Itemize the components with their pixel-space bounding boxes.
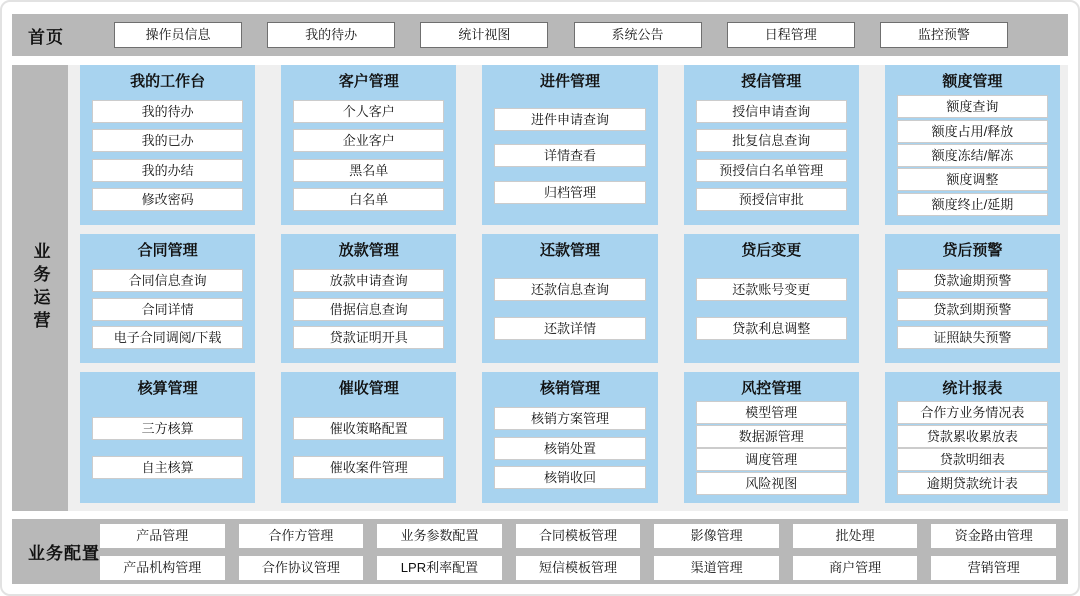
module-item[interactable]: 批复信息查询 bbox=[696, 129, 847, 152]
module-item[interactable]: 黑名单 bbox=[293, 159, 444, 182]
module-items bbox=[696, 401, 847, 495]
module-item[interactable]: 催收案件管理 bbox=[293, 456, 444, 479]
module-panel bbox=[482, 65, 657, 225]
module-item[interactable]: 详情查看 bbox=[494, 144, 645, 167]
module-title: 风控管理 bbox=[741, 380, 802, 397]
module-item[interactable]: 核销收回 bbox=[494, 466, 645, 489]
module-item[interactable]: 还款账号变更 bbox=[696, 278, 847, 301]
config-buttons bbox=[100, 524, 1056, 580]
module-title: 贷后预警 bbox=[942, 242, 1003, 259]
module-title: 催收管理 bbox=[338, 380, 399, 397]
module-item[interactable]: 调度管理 bbox=[696, 448, 847, 471]
config-button[interactable]: 合作方管理 bbox=[239, 524, 364, 548]
module-item[interactable]: 白名单 bbox=[293, 188, 444, 211]
module-item[interactable]: 我的已办 bbox=[92, 129, 243, 152]
module-items bbox=[92, 263, 243, 355]
module-title: 合同管理 bbox=[137, 242, 198, 259]
config-button[interactable]: 渠道管理 bbox=[654, 556, 779, 580]
module-item[interactable]: 放款申请查询 bbox=[293, 269, 444, 292]
module-title: 我的工作台 bbox=[130, 73, 206, 90]
module-item[interactable]: 合同详情 bbox=[92, 298, 243, 321]
home-button[interactable]: 统计视图 bbox=[420, 22, 548, 48]
config-button[interactable]: 影像管理 bbox=[654, 524, 779, 548]
module-item[interactable]: 数据源管理 bbox=[696, 425, 847, 448]
config-button[interactable]: 营销管理 bbox=[931, 556, 1056, 580]
module-panel bbox=[885, 234, 1060, 363]
config-column bbox=[793, 524, 918, 580]
module-title: 进件管理 bbox=[539, 73, 600, 90]
module-item[interactable]: 贷款累收累放表 bbox=[897, 425, 1048, 448]
module-item[interactable]: 催收策略配置 bbox=[293, 417, 444, 440]
config-section-label: 业务配置 bbox=[28, 544, 100, 563]
module-item[interactable]: 修改密码 bbox=[92, 188, 243, 211]
module-items bbox=[897, 263, 1048, 355]
module-item[interactable]: 贷款利息调整 bbox=[696, 317, 847, 340]
home-button[interactable]: 监控预警 bbox=[880, 22, 1008, 48]
module-panel bbox=[482, 234, 657, 363]
home-section bbox=[12, 14, 1068, 56]
module-panel bbox=[482, 372, 657, 503]
module-item[interactable]: 预授信审批 bbox=[696, 188, 847, 211]
module-panel bbox=[684, 372, 859, 503]
module-item[interactable]: 授信申请查询 bbox=[696, 100, 847, 123]
module-items bbox=[92, 94, 243, 217]
module-item[interactable]: 核销处置 bbox=[494, 437, 645, 460]
module-item[interactable]: 模型管理 bbox=[696, 401, 847, 424]
module-items bbox=[696, 263, 847, 355]
operations-panels bbox=[80, 65, 1068, 511]
module-items bbox=[696, 94, 847, 217]
module-title: 授信管理 bbox=[741, 73, 802, 90]
module-title: 核算管理 bbox=[137, 380, 198, 397]
config-column bbox=[100, 524, 225, 580]
module-item[interactable]: 贷款逾期预警 bbox=[897, 269, 1048, 292]
module-title: 放款管理 bbox=[338, 242, 399, 259]
config-button[interactable]: 商户管理 bbox=[793, 556, 918, 580]
module-panel bbox=[684, 234, 859, 363]
home-button[interactable]: 日程管理 bbox=[727, 22, 855, 48]
module-item[interactable]: 合作方业务情况表 bbox=[897, 401, 1048, 424]
home-section-label: 首页 bbox=[28, 27, 64, 47]
module-item[interactable]: 额度调整 bbox=[897, 168, 1048, 191]
operations-section bbox=[12, 65, 1068, 511]
module-item[interactable]: 归档管理 bbox=[494, 181, 645, 204]
module-items bbox=[293, 94, 444, 217]
module-panel bbox=[885, 372, 1060, 503]
home-button[interactable]: 操作员信息 bbox=[114, 22, 242, 48]
home-buttons bbox=[114, 22, 1008, 48]
module-item[interactable]: 还款信息查询 bbox=[494, 278, 645, 301]
module-title: 客户管理 bbox=[338, 73, 399, 90]
module-items bbox=[897, 401, 1048, 495]
module-panel bbox=[281, 372, 456, 503]
module-panel bbox=[885, 65, 1060, 225]
config-column bbox=[239, 524, 364, 580]
module-items bbox=[494, 263, 645, 355]
module-item[interactable]: 贷款明细表 bbox=[897, 448, 1048, 471]
module-title: 贷后变更 bbox=[741, 242, 802, 259]
config-column bbox=[654, 524, 779, 580]
module-items bbox=[494, 94, 645, 217]
module-item[interactable]: 预授信白名单管理 bbox=[696, 159, 847, 182]
config-button[interactable]: 资金路由管理 bbox=[931, 524, 1056, 548]
config-button[interactable]: 批处理 bbox=[793, 524, 918, 548]
module-item[interactable]: 贷款证明开具 bbox=[293, 326, 444, 349]
module-item[interactable]: 额度冻结/解冻 bbox=[897, 144, 1048, 167]
module-panel bbox=[80, 372, 255, 503]
module-item[interactable]: 还款详情 bbox=[494, 317, 645, 340]
config-section bbox=[12, 519, 1068, 584]
module-item[interactable]: 额度终止/延期 bbox=[897, 193, 1048, 216]
config-button[interactable]: 合同模板管理 bbox=[516, 524, 641, 548]
module-items bbox=[293, 263, 444, 355]
module-title: 核销管理 bbox=[539, 380, 600, 397]
module-item[interactable]: 自主核算 bbox=[92, 456, 243, 479]
config-button[interactable]: 业务参数配置 bbox=[377, 524, 502, 548]
module-items bbox=[293, 401, 444, 495]
module-item[interactable]: 进件申请查询 bbox=[494, 108, 645, 131]
module-item[interactable]: 我的办结 bbox=[92, 159, 243, 182]
module-item[interactable]: 额度占用/释放 bbox=[897, 120, 1048, 143]
operations-section-label: 业务运营 bbox=[12, 65, 68, 511]
module-item[interactable]: 风险视图 bbox=[696, 472, 847, 495]
config-column bbox=[377, 524, 502, 580]
config-button[interactable]: 短信模板管理 bbox=[516, 556, 641, 580]
config-button[interactable]: 产品机构管理 bbox=[100, 556, 225, 580]
home-button[interactable]: 系统公告 bbox=[574, 22, 702, 48]
config-column bbox=[931, 524, 1056, 580]
module-item[interactable]: 贷款到期预警 bbox=[897, 298, 1048, 321]
module-title: 还款管理 bbox=[539, 242, 600, 259]
config-column bbox=[516, 524, 641, 580]
module-items bbox=[92, 401, 243, 495]
module-items bbox=[897, 94, 1048, 217]
config-button[interactable]: 产品管理 bbox=[100, 524, 225, 548]
module-item[interactable]: 证照缺失预警 bbox=[897, 326, 1048, 349]
module-item[interactable]: 逾期贷款统计表 bbox=[897, 472, 1048, 495]
module-item[interactable]: 个人客户 bbox=[293, 100, 444, 123]
module-panel bbox=[80, 234, 255, 363]
module-panel bbox=[281, 234, 456, 363]
module-item[interactable]: 借据信息查询 bbox=[293, 298, 444, 321]
config-button[interactable]: 合作协议管理 bbox=[239, 556, 364, 580]
module-item[interactable]: 合同信息查询 bbox=[92, 269, 243, 292]
home-button[interactable]: 我的待办 bbox=[267, 22, 395, 48]
module-title: 额度管理 bbox=[942, 73, 1003, 90]
module-panel bbox=[684, 65, 859, 225]
module-item[interactable]: 企业客户 bbox=[293, 129, 444, 152]
module-title: 统计报表 bbox=[942, 380, 1003, 397]
module-panel bbox=[80, 65, 255, 225]
module-items bbox=[494, 401, 645, 495]
config-button[interactable]: LPR利率配置 bbox=[377, 556, 502, 580]
module-item[interactable]: 额度查询 bbox=[897, 95, 1048, 118]
module-item[interactable]: 三方核算 bbox=[92, 417, 243, 440]
module-panel bbox=[281, 65, 456, 225]
module-item[interactable]: 核销方案管理 bbox=[494, 407, 645, 430]
module-item[interactable]: 我的待办 bbox=[92, 100, 243, 123]
module-item[interactable]: 电子合同调阅/下载 bbox=[92, 326, 243, 349]
